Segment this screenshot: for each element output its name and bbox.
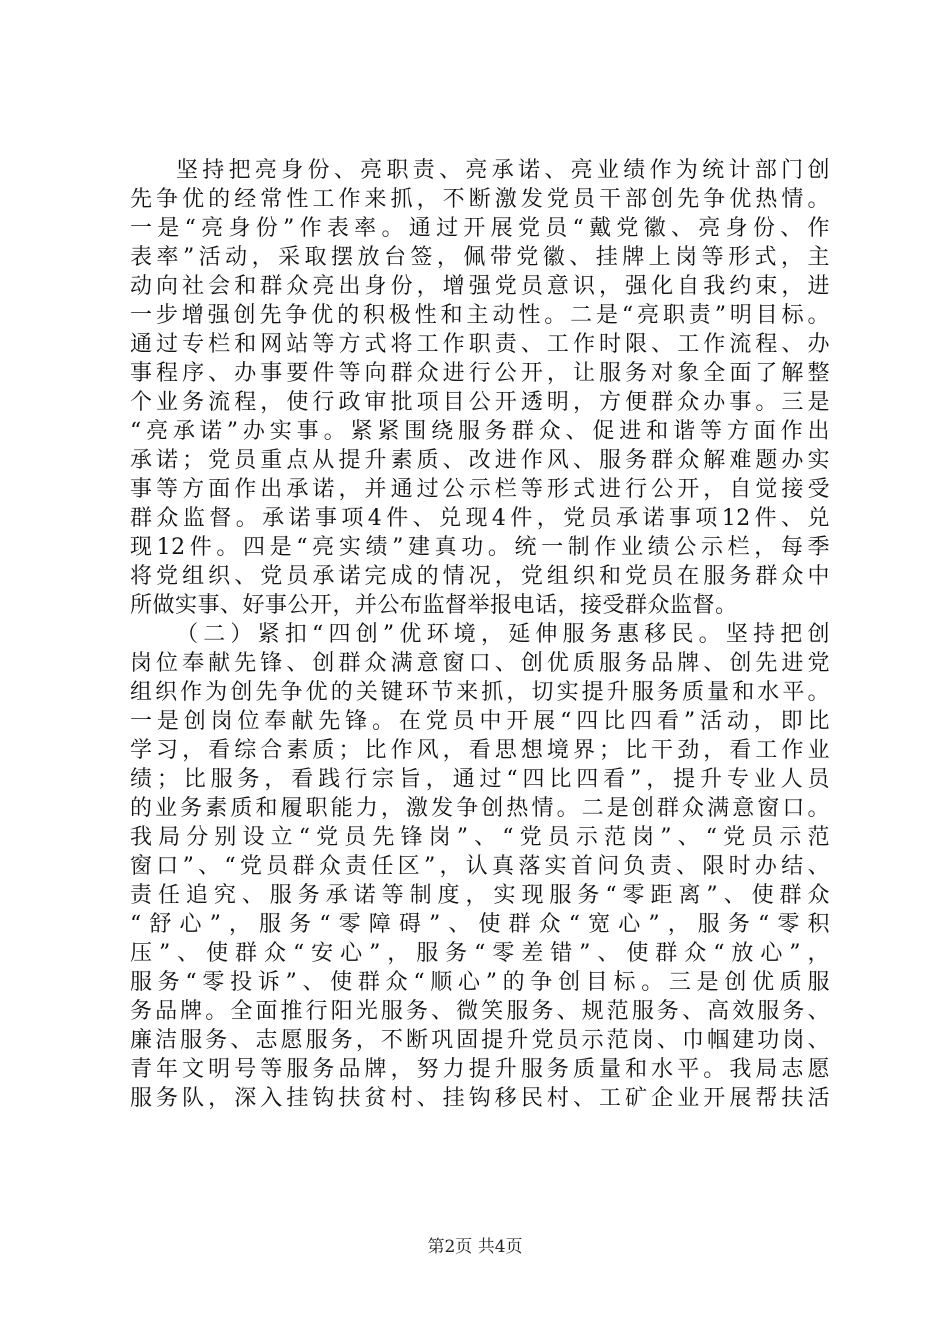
paragraph-line: 岗位奉献先锋、创群众满意窗口、创优质服务品牌、创先进党 [130, 651, 830, 676]
paragraph-line: 一是创岗位奉献先锋。在党员中开展“四比四看”活动，即比 [130, 709, 830, 734]
paragraph-line: 先争优的经常性工作来抓，不断激发党员干部创先争优热情。 [130, 187, 830, 212]
paragraph-line: 表率”活动，采取摆放台签，佩带党徽、挂牌上岗等形式，主 [130, 245, 830, 270]
paragraph-line: 事等方面作出承诺，并通过公示栏等形式进行公开，自觉接受 [130, 477, 830, 502]
paragraph-line: 服务“零投诉”、使群众“顺心”的争创目标。三是创优质服 [130, 970, 830, 995]
paragraph-line: 绩；比服务，看践行宗旨，通过“四比四看”，提升专业人员 [130, 767, 830, 792]
document-body [130, 156, 830, 1113]
paragraph-line: 责任追究、服务承诺等制度，实现服务“零距离”、使群众 [130, 883, 830, 908]
paragraph-line: （二）紧扣“四创”优环境，延伸服务惠移民。坚持把创 [176, 622, 830, 647]
paragraph-line: 压”、使群众“安心”，服务“零差错”、使群众“放心”， [130, 941, 830, 966]
paragraph-line: 廉洁服务、志愿服务，不断巩固提升党员示范岗、巾帼建功岗、 [130, 1028, 830, 1053]
paragraph-line: 所做实事、好事公开，并公布监督举报电话，接受群众监督。 [130, 593, 738, 618]
paragraph-line: 服务队，深入挂钩扶贫村、挂钩移民村、工矿企业开展帮扶活 [130, 1086, 830, 1111]
paragraph-line: 通过专栏和网站等方式将工作职责、工作时限、工作流程、办 [130, 332, 830, 357]
paragraph-line: 窗口”、“党员群众责任区”，认真落实首问负责、限时办结、 [130, 854, 830, 879]
paragraph-line: 学习，看综合素质；比作风，看思想境界；比干劲，看工作业 [130, 738, 830, 763]
paragraph-line: 事程序、办事要件等向群众进行公开，让服务对象全面了解整 [130, 361, 830, 386]
paragraph-line: 一步增强创先争优的积极性和主动性。二是“亮职责”明目标。 [130, 303, 830, 328]
paragraph-line: 组织作为创先争优的关键环节来抓，切实提升服务质量和水平。 [130, 680, 830, 705]
paragraph-line: 动向社会和群众亮出身份，增强党员意识，强化自我约束，进 [130, 274, 830, 299]
paragraph-line: 群众监督。承诺事项4件、兑现4件，党员承诺事项12件、兑 [130, 506, 830, 531]
paragraph-line: 我局分别设立“党员先锋岗”、“党员示范岗”、“党员示范 [130, 825, 830, 850]
paragraph-line: 坚持把亮身份、亮职责、亮承诺、亮业绩作为统计部门创 [176, 158, 830, 183]
paragraph-line: 个业务流程，使行政审批项目公开透明，方便群众办事。三是 [130, 390, 830, 415]
paragraph-line: 的业务素质和履职能力，激发争创热情。二是创群众满意窗口。 [130, 796, 830, 821]
paragraph-line: 承诺；党员重点从提升素质、改进作风、服务群众解难题办实 [130, 448, 830, 473]
paragraph-line: 一是“亮身份”作表率。通过开展党员“戴党徽、亮身份、作 [130, 216, 830, 241]
page-number: 第2页 共4页 [427, 1237, 523, 1257]
paragraph-line: 将党组织、党员承诺完成的情况，党组织和党员在服务群众中 [130, 564, 830, 589]
paragraph-line: 现12件。四是“亮实绩”建真功。统一制作业绩公示栏，每季 [130, 535, 830, 560]
paragraph-line: 务品牌。全面推行阳光服务、微笑服务、规范服务、高效服务、 [130, 999, 830, 1024]
paragraph-line: “舒心”，服务“零障碍”、使群众“宽心”，服务“零积 [130, 912, 830, 937]
paragraph-line: “亮承诺”办实事。紧紧围绕服务群众、促进和谐等方面作出 [130, 419, 830, 444]
paragraph-line: 青年文明号等服务品牌，努力提升服务质量和水平。我局志愿 [130, 1057, 830, 1082]
